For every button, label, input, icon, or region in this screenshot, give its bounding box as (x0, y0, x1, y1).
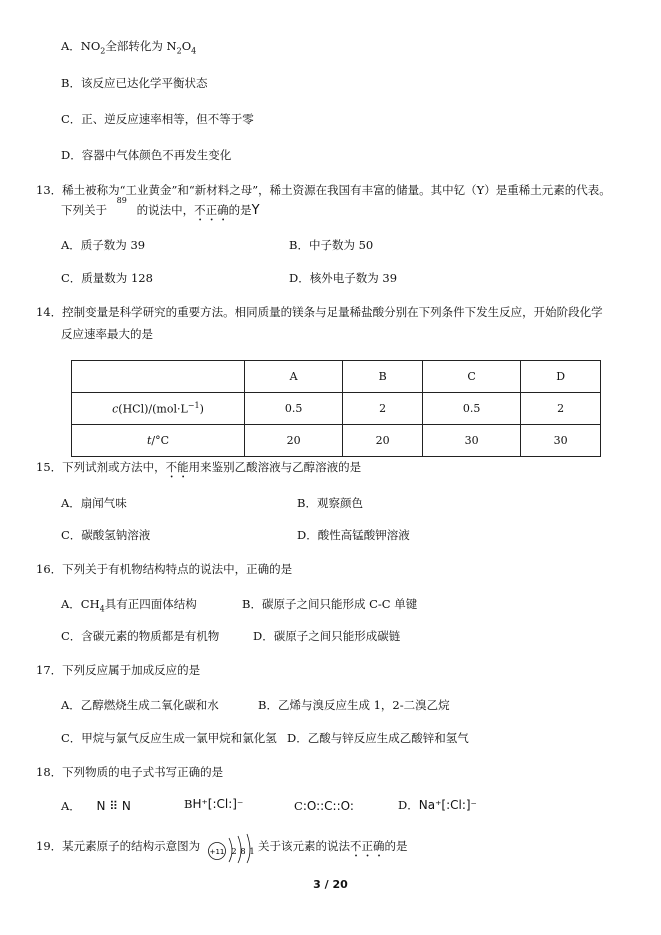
q18-option-b: BH⁺[:Cl:]⁻ (184, 797, 244, 811)
q19-stem-post: 关于该元素的说法不正确的是 (258, 839, 408, 853)
q17-option-a: A．乙醇燃烧生成二氧化碳和水 (61, 698, 219, 712)
table-cell: 20 (245, 425, 343, 457)
q12-option-c: C．正、逆反应速率相等，但不等于零 (61, 112, 254, 126)
q12-option-a: A．$NO_2$全部转化为 $N_2O_4$ (61, 39, 197, 56)
table-header-cell: C (422, 361, 520, 393)
q16-option-b: B．碳原子之间只能形成 C-C 单键 (242, 597, 418, 611)
shell-2-count: 8 (240, 847, 246, 856)
q17-option-c: C．甲烷与氯气反应生成一氯甲烷和氯化氢 (61, 731, 277, 745)
q18-stem: 18．下列物质的电子式书写正确的是 (36, 765, 224, 779)
q16-option-a: A．$CH_4$具有正四面体结构 (61, 597, 197, 614)
q14-stem-line2: 反应速率最大的是 (61, 327, 153, 341)
table-header-cell: B (343, 361, 423, 393)
q15-option-d: D．酸性高锰酸钾溶液 (297, 528, 410, 542)
electron-formula-n2: N ⠿ N (96, 799, 131, 813)
table-cell: 2 (521, 393, 601, 425)
atom-structure-icon (207, 828, 265, 864)
q19-number: 19． (36, 839, 63, 853)
q19-emphasis: 不正确 (350, 839, 385, 853)
table-cell: 0.5 (245, 393, 343, 425)
table-cell: 30 (422, 425, 520, 457)
table-cell: 2 (343, 393, 423, 425)
table-cell: 20 (343, 425, 423, 457)
shell-1-count: 2 (231, 847, 237, 856)
q14-stem-line1: 14．控制变量是科学研究的重要方法。相同质量的镁条与足量稀盐酸分别在下列条件下发生反应，开始阶段化学 (36, 305, 603, 319)
q13-option-a: A．质子数为 39 (61, 238, 146, 252)
q18-option-a: A． N ⠿ N (61, 799, 131, 813)
q17-stem: 17．下列反应属于加成反应的是 (36, 663, 201, 677)
q15-option-c: C．碳酸氢钠溶液 (61, 528, 151, 542)
q13-option-c: C．质量数为 128 (61, 271, 153, 285)
q15-stem: 15．下列试剂或方法中，不能用来鉴别乙酸溶液与乙醇溶液的是 (36, 460, 362, 474)
q18-option-c: C:O::C::O: (294, 799, 354, 813)
atom-structure-diagram (207, 828, 265, 867)
q18-number: 18． (36, 765, 63, 779)
table-header-cell: D (521, 361, 601, 393)
q13-emphasis: 不正确 (194, 203, 229, 217)
q13-nuclide: 89 39 (116, 196, 127, 222)
q14-condition-table (71, 360, 601, 457)
q14-number: 14． (36, 305, 63, 319)
q13-stem-line2: 下列关于 89 39 的说法中，不正确的是Y (61, 196, 260, 222)
q13-option-d: D．核外电子数为 39 (289, 271, 398, 285)
nucleus-charge: +11 (209, 848, 225, 856)
shell-3-count: 1 (249, 847, 255, 856)
table-header-cell: A (245, 361, 343, 393)
page-number: 3 / 20 (313, 878, 348, 891)
q17-option-b: B．乙烯与溴反应生成 1，2-二溴乙烷 (258, 698, 450, 712)
q16-number: 16． (36, 562, 63, 576)
electron-formula-nacl: Na⁺[:Cl:]⁻ (418, 798, 477, 812)
table-row (72, 361, 601, 393)
q16-option-d: D．碳原子之间只能形成碳链 (253, 629, 401, 643)
table-row-label: $c(HCl)/(mol\cdot L^{-1})$ (72, 393, 245, 425)
q13-number: 13． (36, 183, 63, 197)
q18-option-d: D．Na⁺[:Cl:]⁻ (398, 798, 477, 812)
table-row (72, 393, 601, 425)
table-row (72, 425, 601, 457)
q15-number: 15． (36, 460, 63, 474)
table-cell: 0.5 (422, 393, 520, 425)
q12-option-d: D．容器中气体颜色不再发生变化 (61, 148, 232, 162)
q17-option-d: D．乙酸与锌反应生成乙酸锌和氢气 (287, 731, 469, 745)
q15-option-a: A．扇闻气味 (61, 496, 127, 510)
electron-formula-co2: :O::C::O: (302, 799, 354, 813)
q15-option-b: B．观察颜色 (297, 496, 363, 510)
q15-emphasis: 不能 (165, 460, 189, 474)
q16-option-c: C．含碳元素的物质都是有机物 (61, 629, 220, 643)
q12-option-b: B．该反应已达化学平衡状态 (61, 76, 208, 90)
table-header-cell (72, 361, 245, 393)
q19-stem-pre: 19．某元素原子的结构示意图为 (36, 839, 201, 853)
table-cell: 30 (521, 425, 601, 457)
electron-formula-hcl: H⁺[:Cl:]⁻ (192, 797, 244, 811)
table-row-label: t/°C (72, 425, 245, 457)
q13-option-b: B．中子数为 50 (289, 238, 374, 252)
q13-stem-line1: 13．稀土被称为“工业黄金”和“新材料之母”，稀土资源在我国有丰富的储量。其中钇（Y）是重稀土元素的代表。 (36, 183, 611, 197)
q16-stem: 16．下列关于有机物结构特点的说法中，正确的是 (36, 562, 293, 576)
q17-number: 17． (36, 663, 63, 677)
